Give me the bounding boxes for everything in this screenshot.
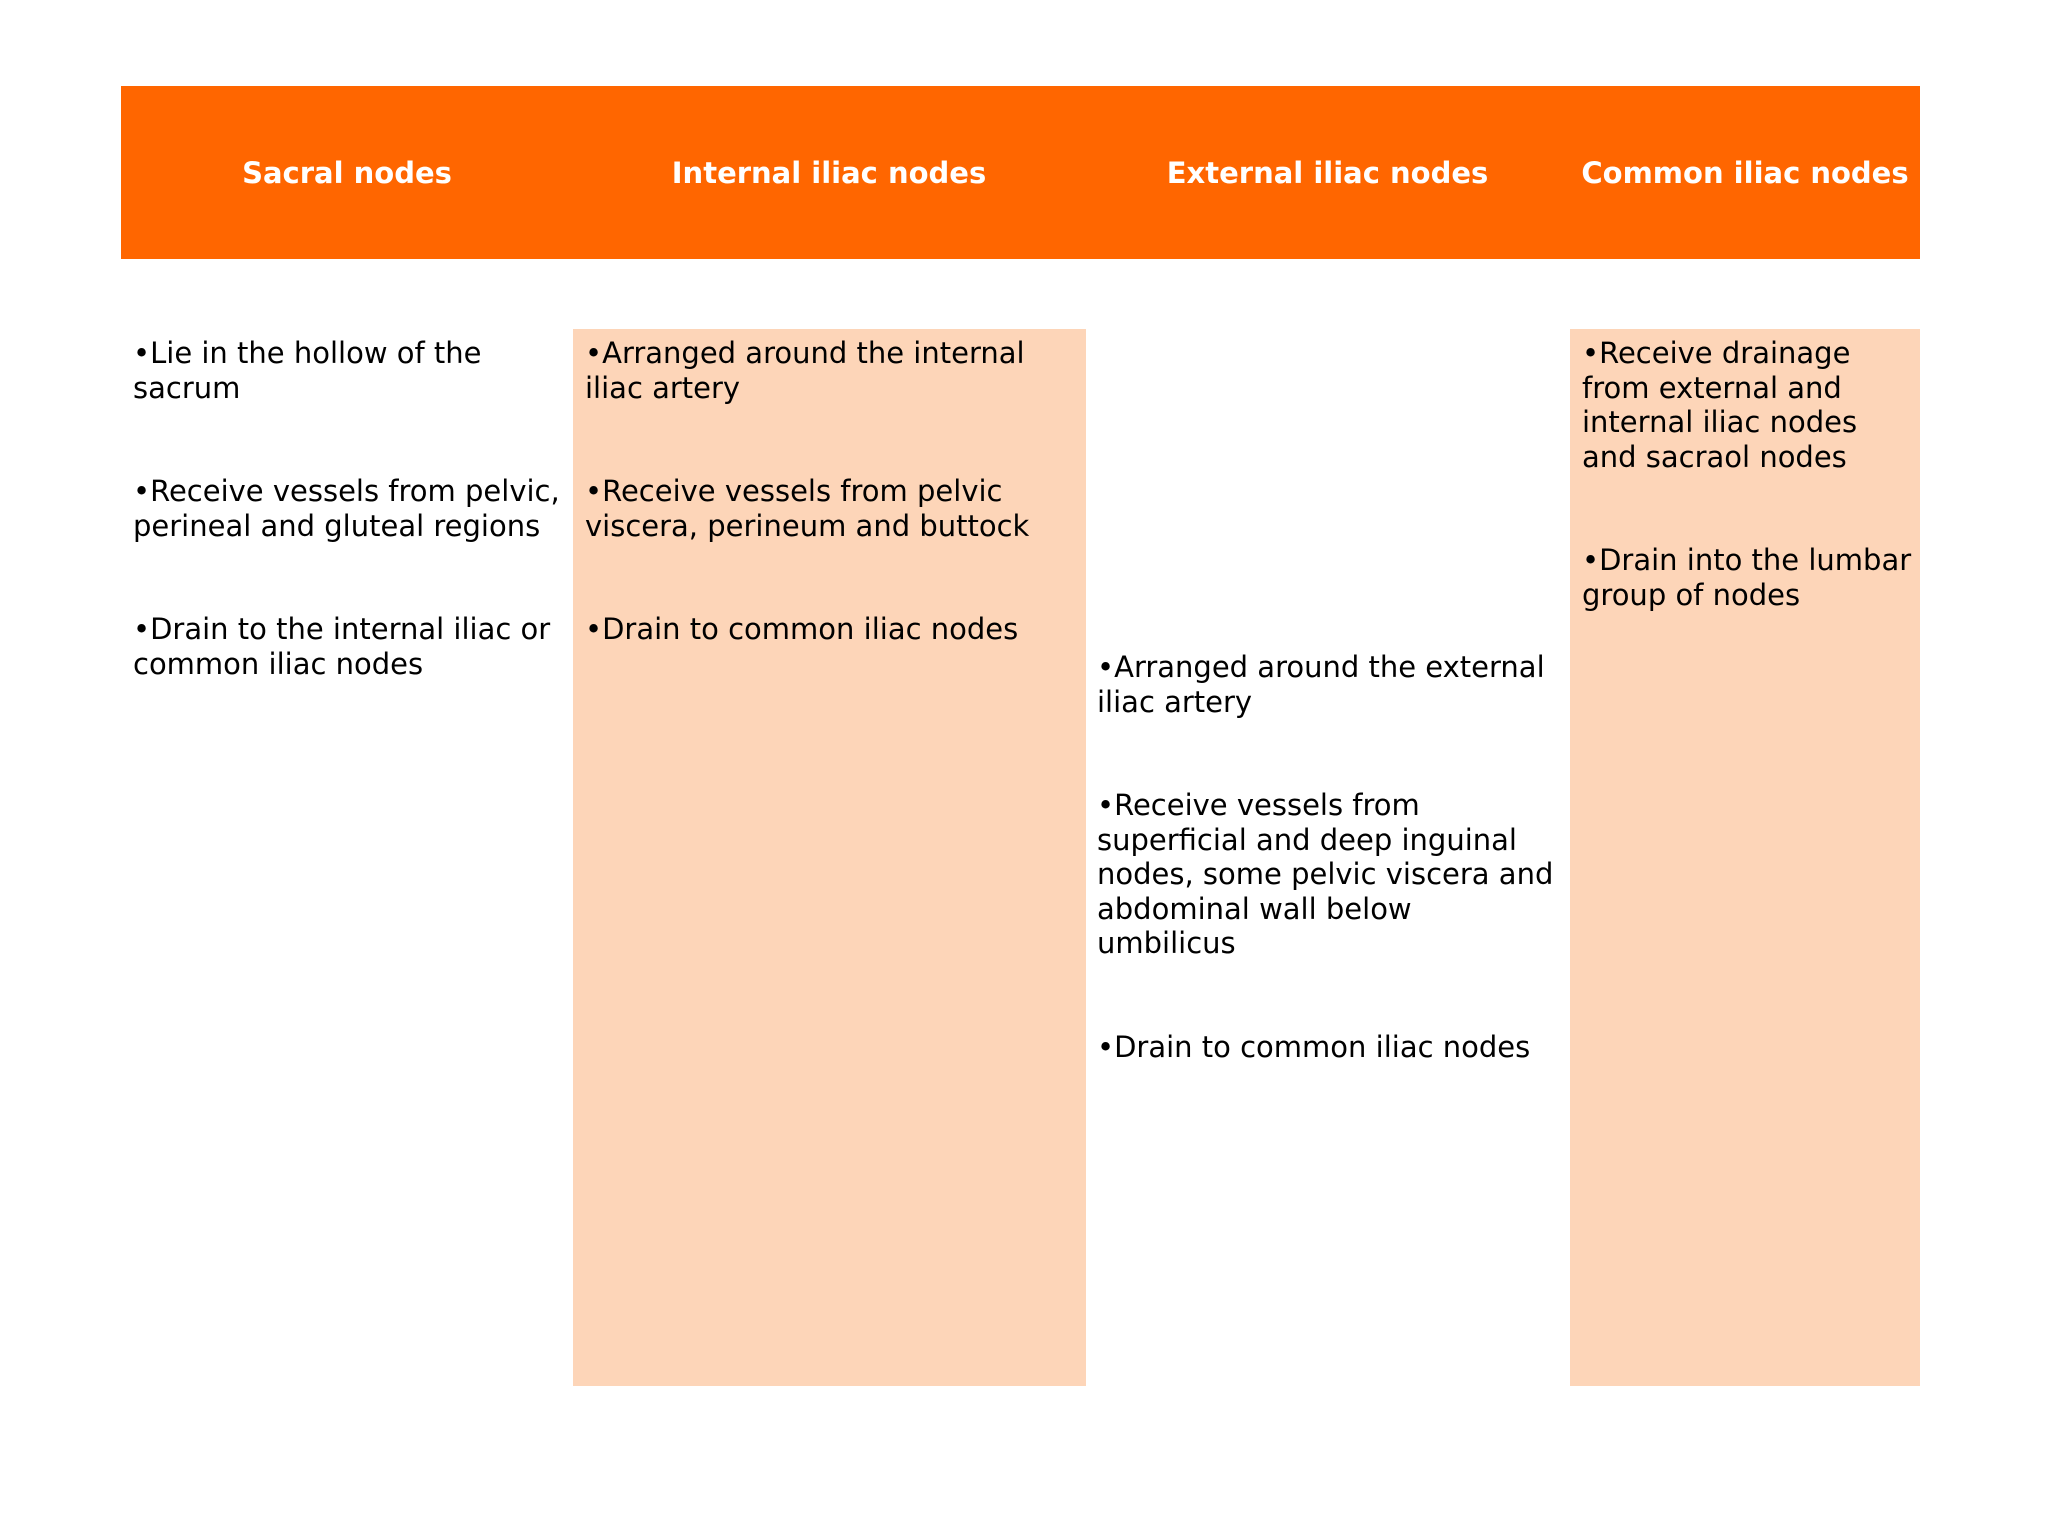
external-iliac-nodes-column [1097, 650, 1562, 1064]
sacral-nodes-bullet-3: •Drain to the internal iliac or common iliac nodes [133, 612, 551, 681]
external-iliac-bullet-3: •Drain to common iliac nodes [1097, 1029, 1531, 1064]
common-iliac-nodes-column [1582, 336, 1917, 612]
internal-iliac-bullet-1: •Arranged around the internal iliac artery [585, 336, 1025, 405]
internal-iliac-bullet-3: •Drain to common iliac nodes [585, 612, 1019, 646]
sacral-nodes-column [133, 336, 563, 681]
external-iliac-bullet-1: •Arranged around the external iliac artery [1097, 650, 1545, 719]
column-header-external-iliac-nodes: External iliac nodes [1166, 155, 1489, 190]
internal-iliac-nodes-column [585, 336, 1080, 647]
common-iliac-bullet-1: •Receive drainage from external and internal iliac nodes and sacraol nodes [1582, 336, 1858, 474]
sacral-nodes-bullet-2: •Receive vessels from pelvic, perineal and gluteal regions [133, 474, 560, 543]
external-iliac-bullet-2: •Receive vessels from superficial and deep inguinal nodes, some pelvic viscera and abdominal wall below umbilicus [1097, 788, 1554, 960]
column-header-internal-iliac-nodes: Internal iliac nodes [671, 155, 987, 190]
sacral-nodes-bullet-1: •Lie in the hollow of the sacrum [133, 336, 482, 405]
internal-iliac-bullet-2: •Receive vessels from pelvic viscera, perineum and buttock [585, 474, 1030, 543]
common-iliac-bullet-2: •Drain into the lumbar group of nodes [1582, 543, 1912, 612]
column-header-common-iliac-nodes: Common iliac nodes [1581, 155, 1909, 190]
column-header-sacral-nodes: Sacral nodes [242, 155, 452, 190]
